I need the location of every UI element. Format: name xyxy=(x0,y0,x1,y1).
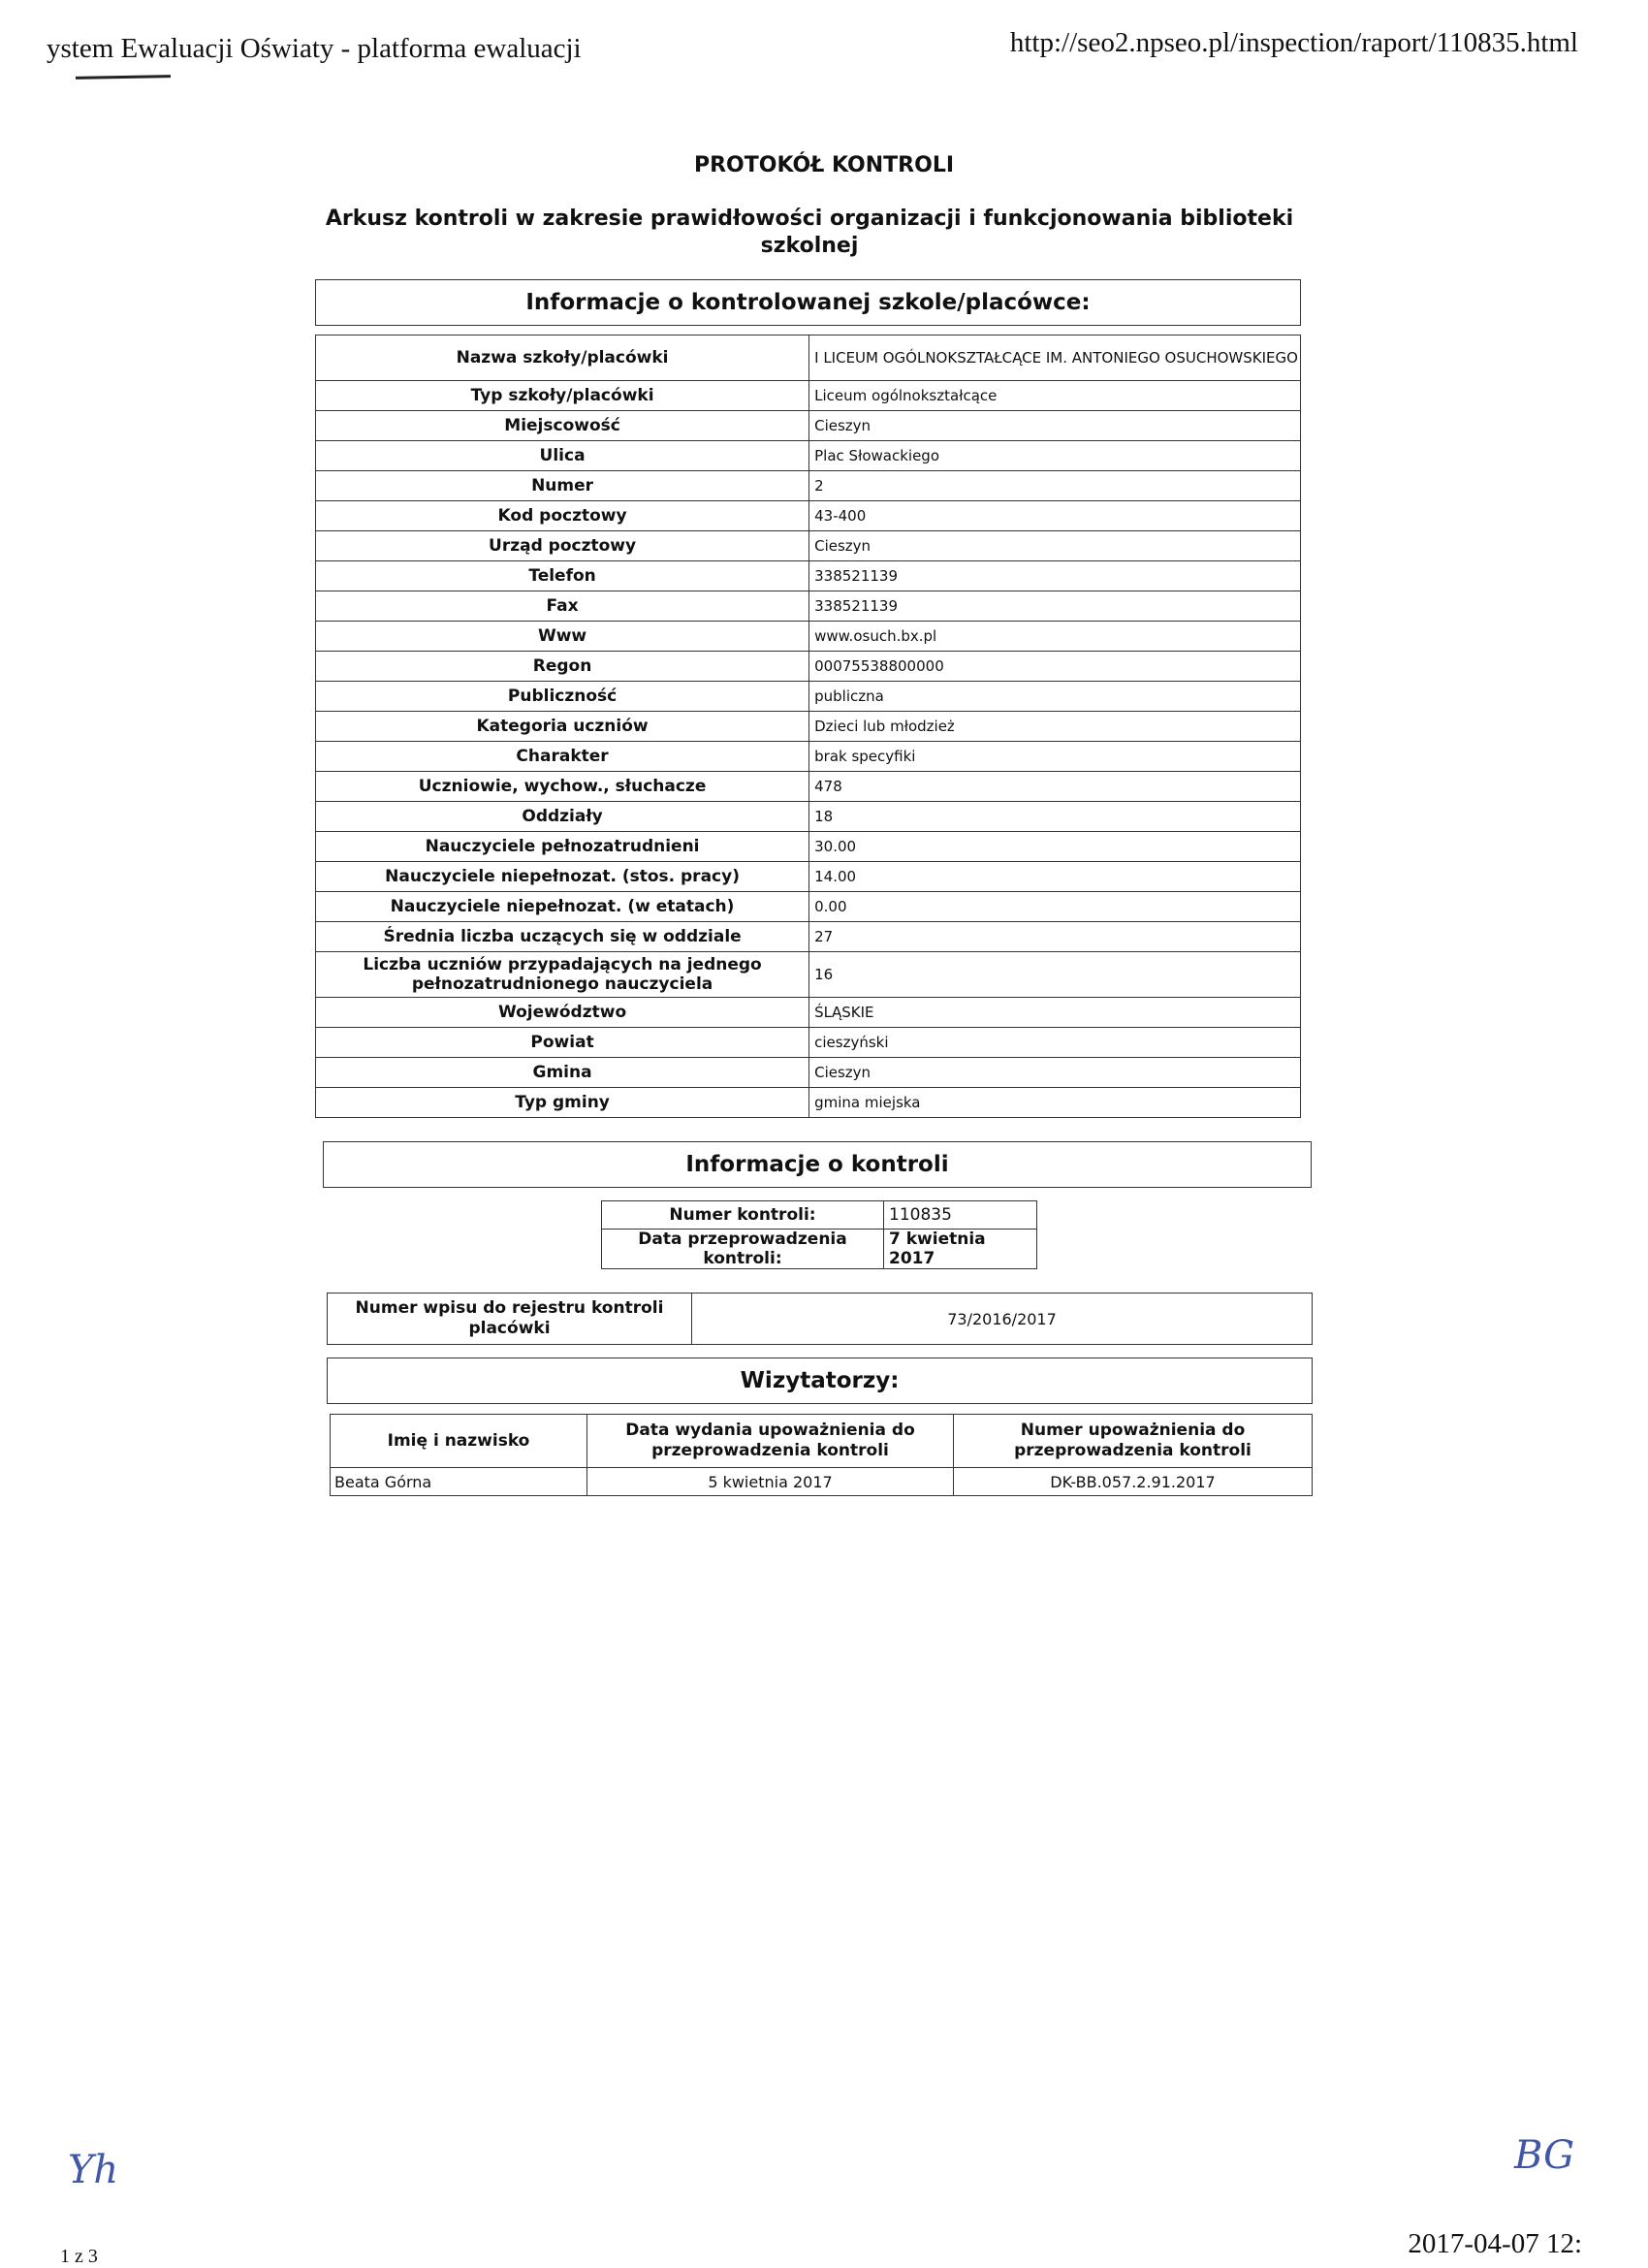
registry-row xyxy=(328,1294,1313,1345)
school-info-value: Cieszyn xyxy=(809,411,1301,441)
school-info-value: brak specyfiki xyxy=(809,742,1301,772)
school-info-label: Nauczyciele pełnozatrudnieni xyxy=(316,832,809,862)
handwritten-initials-left: Yh xyxy=(68,2148,119,2192)
school-info-label: Nauczyciele niepełnozat. (stos. pracy) xyxy=(316,862,809,892)
school-info-value: 338521139 xyxy=(809,591,1301,622)
school-info-value: 16 xyxy=(809,952,1301,998)
school-info-value: 0.00 xyxy=(809,892,1301,922)
control-date-label: Data przeprowadzenia kontroli: xyxy=(602,1230,884,1269)
column-header-number: Numer upoważnienia do przeprowadzenia kontroli xyxy=(954,1415,1313,1468)
school-info-value: ŚLĄSKIE xyxy=(809,998,1301,1028)
school-info-value: www.osuch.bx.pl xyxy=(809,622,1301,652)
school-info-label: Www xyxy=(316,622,809,652)
school-info-label: Nazwa szkoły/placówki xyxy=(316,335,809,381)
inspectors-header-row xyxy=(331,1415,1313,1468)
school-info-row xyxy=(316,742,1301,772)
school-info-value: publiczna xyxy=(809,682,1301,712)
control-number-row xyxy=(602,1201,1037,1230)
column-header-name: Imię i nazwisko xyxy=(331,1415,587,1468)
school-info-value: 30.00 xyxy=(809,832,1301,862)
registry-value: 73/2016/2017 xyxy=(692,1294,1313,1345)
school-info-row xyxy=(316,411,1301,441)
school-info-value: Plac Słowackiego xyxy=(809,441,1301,471)
school-info-value: cieszyński xyxy=(809,1028,1301,1058)
school-info-row xyxy=(316,998,1301,1028)
page-marker: 1 z 3 xyxy=(60,2246,98,2267)
school-info-row xyxy=(316,892,1301,922)
control-info-table xyxy=(601,1200,1037,1269)
header-site-title: ystem Ewaluacji Oświaty - platforma ewaluacji xyxy=(47,33,582,64)
document-title: PROTOKÓŁ KONTROLI xyxy=(693,153,955,177)
school-info-label: Kategoria uczniów xyxy=(316,712,809,742)
school-info-row xyxy=(316,922,1301,952)
school-info-label: Regon xyxy=(316,652,809,682)
inspectors-heading: Wizytatorzy: xyxy=(327,1358,1313,1404)
school-info-label: Oddziały xyxy=(316,802,809,832)
school-info-row xyxy=(316,335,1301,381)
control-info-heading: Informacje o kontroli xyxy=(323,1141,1312,1188)
school-info-row xyxy=(316,501,1301,531)
school-info-label: Miejscowość xyxy=(316,411,809,441)
school-info-value: 43-400 xyxy=(809,501,1301,531)
school-info-value: Liceum ogólnokształcące xyxy=(809,381,1301,411)
school-info-label: Nauczyciele niepełnozat. (w etatach) xyxy=(316,892,809,922)
school-info-row xyxy=(316,682,1301,712)
school-info-row xyxy=(316,441,1301,471)
school-info-row xyxy=(316,952,1301,998)
school-info-value: gmina miejska xyxy=(809,1088,1301,1118)
school-info-row xyxy=(316,712,1301,742)
control-number-label: Numer kontroli: xyxy=(602,1201,884,1230)
document-subtitle: Arkusz kontroli w zakresie prawidłowości organizacji i funkcjonowania biblioteki szkolnej xyxy=(325,207,1294,258)
school-info-value: 478 xyxy=(809,772,1301,802)
school-info-heading: Informacje o kontrolowanej szkole/placówce: xyxy=(315,279,1301,326)
registry-label: Numer wpisu do rejestru kontroli placówki xyxy=(328,1294,692,1345)
school-info-row xyxy=(316,1088,1301,1118)
control-number-value: 110835 xyxy=(884,1201,1037,1230)
inspectors-table xyxy=(330,1414,1313,1496)
school-info-value: I LICEUM OGÓLNOKSZTAŁCĄCE IM. ANTONIEGO OSUCHOWSKIEGO xyxy=(809,335,1301,381)
school-info-value: 00075538800000 xyxy=(809,652,1301,682)
school-info-label: Gmina xyxy=(316,1058,809,1088)
school-info-value: 14.00 xyxy=(809,862,1301,892)
school-info-label: Liczba uczniów przypadających na jednego pełnozatrudnionego nauczyciela xyxy=(316,952,809,998)
school-info-label: Średnia liczba uczących się w oddziale xyxy=(316,922,809,952)
school-info-row xyxy=(316,652,1301,682)
school-info-table xyxy=(315,335,1301,1118)
school-info-row xyxy=(316,802,1301,832)
school-info-label: Charakter xyxy=(316,742,809,772)
school-info-row xyxy=(316,862,1301,892)
school-info-row xyxy=(316,832,1301,862)
school-info-value: 2 xyxy=(809,471,1301,501)
school-info-label: Typ gminy xyxy=(316,1088,809,1118)
school-info-row xyxy=(316,591,1301,622)
pen-underline-mark xyxy=(76,75,171,80)
school-info-row xyxy=(316,381,1301,411)
school-info-row xyxy=(316,471,1301,501)
school-info-row xyxy=(316,531,1301,561)
school-info-value: 338521139 xyxy=(809,561,1301,591)
control-date-row xyxy=(602,1230,1037,1269)
school-info-value: 27 xyxy=(809,922,1301,952)
header-url: http://seo2.npseo.pl/inspection/raport/110835.html xyxy=(1009,27,1578,58)
school-info-row xyxy=(316,1058,1301,1088)
school-info-value: 18 xyxy=(809,802,1301,832)
school-info-label: Urząd pocztowy xyxy=(316,531,809,561)
school-info-label: Województwo xyxy=(316,998,809,1028)
school-info-label: Typ szkoły/placówki xyxy=(316,381,809,411)
school-info-row xyxy=(316,772,1301,802)
column-header-date: Data wydania upoważnienia do przeprowadzenia kontroli xyxy=(587,1415,954,1468)
school-info-row xyxy=(316,561,1301,591)
school-info-label: Fax xyxy=(316,591,809,622)
print-timestamp: 2017-04-07 12: xyxy=(1408,2228,1582,2259)
school-info-label: Uczniowie, wychow., słuchacze xyxy=(316,772,809,802)
inspector-name: Beata Górna xyxy=(331,1468,587,1496)
school-info-label: Publiczność xyxy=(316,682,809,712)
school-info-label: Kod pocztowy xyxy=(316,501,809,531)
control-date-value: 7 kwietnia 2017 xyxy=(884,1230,1037,1269)
school-info-value: Dzieci lub młodzież xyxy=(809,712,1301,742)
school-info-row xyxy=(316,622,1301,652)
inspector-row xyxy=(331,1468,1313,1496)
registry-table xyxy=(327,1293,1313,1345)
school-info-value: Cieszyn xyxy=(809,531,1301,561)
school-info-label: Numer xyxy=(316,471,809,501)
inspector-auth-date: 5 kwietnia 2017 xyxy=(587,1468,954,1496)
school-info-label: Telefon xyxy=(316,561,809,591)
inspector-auth-number: DK-BB.057.2.91.2017 xyxy=(954,1468,1313,1496)
school-info-row xyxy=(316,1028,1301,1058)
handwritten-initials-right: BG xyxy=(1514,2133,1575,2178)
school-info-value: Cieszyn xyxy=(809,1058,1301,1088)
school-info-label: Ulica xyxy=(316,441,809,471)
school-info-label: Powiat xyxy=(316,1028,809,1058)
